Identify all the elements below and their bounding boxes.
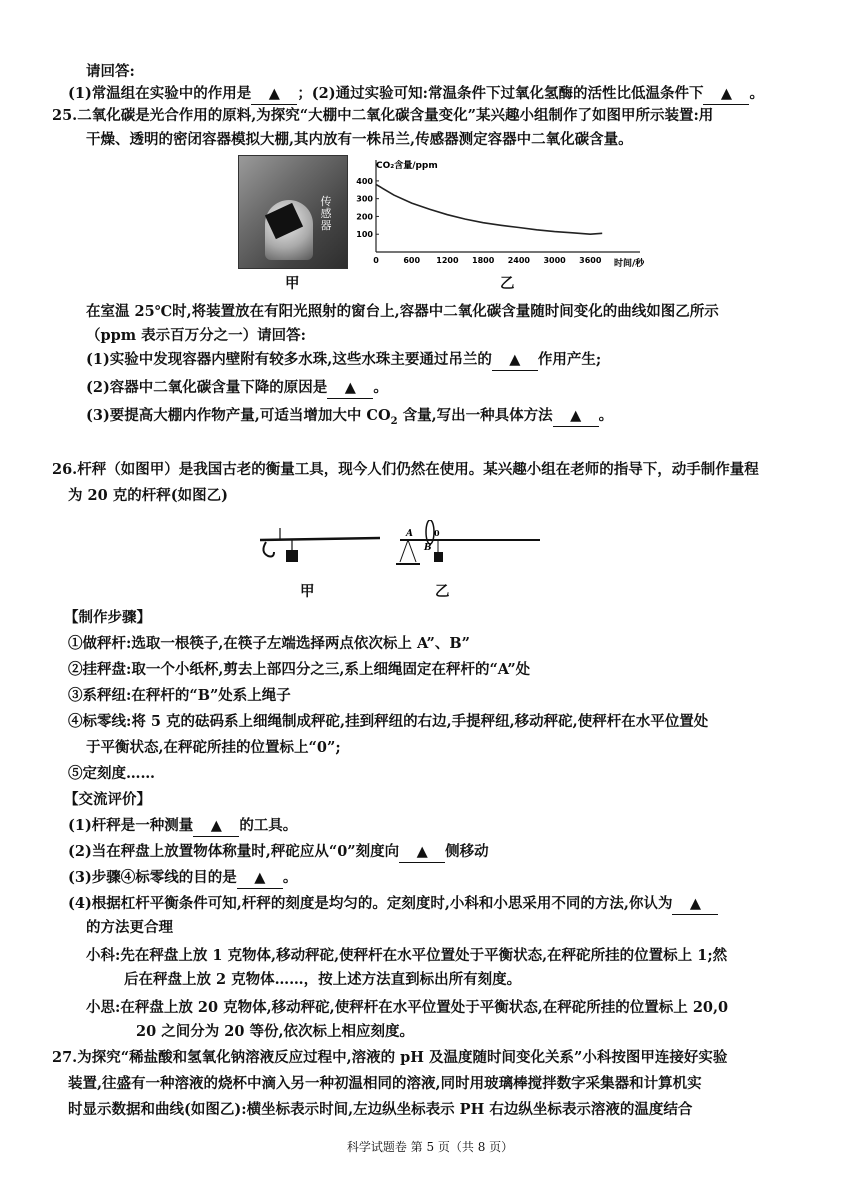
text: (2)当在秤盘上放置物体称量时,秤砣应从“0”刻度向: [68, 843, 400, 860]
figure2-label-jia: 甲: [300, 583, 315, 600]
text: (2)容器中二氧化碳含量下降的原因是: [86, 379, 328, 396]
question-25-context-2: （ppm 表示百万分之一）请回答:: [86, 327, 307, 344]
step-2: ②挂秤盘:取一个小纸杯,剪去上部四分之三,系上细绳固定在秤杆的“A”处: [68, 661, 531, 678]
x-tick-label: 3000: [543, 256, 566, 265]
y-tick-label: 200: [356, 212, 373, 222]
text: 侧移动: [445, 843, 489, 860]
text: (1)常温组在实验中的作用是: [68, 85, 252, 102]
apparatus-photo: [238, 155, 348, 269]
y-tick-label: 300: [356, 194, 373, 204]
answer-blank[interactable]: ▲: [193, 816, 239, 837]
evaluation-2: [68, 842, 489, 863]
answer-blank[interactable]: ▲: [237, 868, 283, 889]
sensor-label: 传感器: [320, 195, 332, 232]
subscript: 2: [390, 415, 398, 427]
x-tick-label: 3600: [579, 256, 602, 265]
question-25-2: [86, 378, 388, 399]
question-25-stem: 25.二氧化碳是光合作用的原料,为探究“大棚中二氧化碳含量变化”某兴趣小组制作了如图甲所示装置:用: [52, 107, 714, 124]
x-tick-label: 0: [373, 256, 379, 265]
text: 作用产生;: [537, 351, 602, 368]
answer-prompt: 请回答:: [86, 63, 135, 80]
xiaosi-method: 小思:在秤盘上放 20 克物体,移动秤砣,使秤杆在水平位置处于平衡状态,在秤砣所挂的位置标上 20,0: [86, 999, 729, 1016]
x-axis-label: 时间/秒: [614, 259, 645, 269]
answer-blank[interactable]: ▲: [703, 84, 749, 105]
answer-blank[interactable]: ▲: [492, 350, 538, 371]
evaluation-4: [68, 894, 718, 915]
text: ；(2)通过实验可知:常温条件下过氧化氢酶的活性比低温条件下: [297, 85, 704, 102]
co2-chart: [352, 158, 652, 270]
evaluation-3: [68, 868, 297, 889]
steelyard-figures: [250, 520, 550, 580]
answer-blank[interactable]: ▲: [672, 894, 718, 915]
question-27-stem-2: 装置,往盛有一种溶液的烧杯中滴入另一种初温相同的溶液,同时用玻璃棒搅拌数字采集器和计算机实: [68, 1075, 702, 1092]
question-25-context: 在室温 25℃时,将装置放在有阳光照射的窗台上,容器中二氧化碳含量随时间变化的曲线如图乙所示: [86, 303, 719, 320]
figure-label-jia: 甲: [285, 275, 300, 292]
page-footer: 科学试题卷 第 5 页（共 8 页）: [346, 1140, 514, 1154]
question-27-stem-3: 时显示数据和曲线(如图乙):横坐标表示时间,左边纵坐标表示 PH 右边纵坐标表示溶液的温度结合: [68, 1101, 693, 1118]
x-tick-label: 2400: [507, 256, 530, 265]
text: 。: [749, 85, 764, 102]
question-24-line: [68, 84, 764, 105]
x-tick-label: 600: [403, 256, 421, 265]
evaluation-heading: 【交流评价】: [64, 791, 151, 808]
xiaoke-method-cont: 后在秤盘上放 2 克物体……，按上述方法直到标出所有刻度。: [124, 971, 522, 988]
question-25-3: [86, 406, 613, 432]
step-3: ③系秤纽:在秤杆的“B”处系上绳子: [68, 687, 291, 704]
answer-blank[interactable]: ▲: [553, 406, 599, 427]
x-tick-label: 1800: [472, 256, 495, 265]
answer-blank[interactable]: ▲: [327, 378, 373, 399]
text: (3)步骤④标零线的目的是: [68, 869, 237, 886]
question-27-stem: 27.为探究“稀盐酸和氢氧化钠溶液反应过程中,溶液的 pH 及温度随时间变化关系”小科按图甲连接好实验: [52, 1049, 728, 1066]
xiaosi-method-cont: 20 之间分为 20 等份,依次标上相应刻度。: [136, 1023, 415, 1040]
y-axis-label: CO₂含量/ppm: [376, 161, 438, 171]
zero-mark-label: 0: [434, 528, 440, 538]
step-1: ①做秤杆:选取一根筷子,在筷子左端选择两点依次标上 A”、B”: [68, 635, 470, 652]
text: (1)实验中发现容器内壁附有较多水珠,这些水珠主要通过吊兰的: [86, 351, 492, 368]
point-b-label: B: [424, 543, 432, 553]
text: 。: [598, 407, 614, 424]
step-4: ④标零线:将 5 克的砝码系上细绳制成秤砣,挂到秤纽的右边,手提秤纽,移动秤砣,使秤杆在水平位置处: [68, 713, 709, 730]
answer-blank[interactable]: ▲: [251, 84, 297, 105]
text: 的工具。: [239, 817, 298, 834]
steps-heading: 【制作步骤】: [64, 609, 151, 626]
x-tick-label: 1200: [436, 256, 459, 265]
text: 含量,写出一种具体方法: [397, 407, 553, 424]
xiaoke-method: 小科:先在秤盘上放 1 克物体,移动秤砣,使秤杆在水平位置处于平衡状态,在秤砣所挂的位置标上 1;然: [86, 947, 728, 964]
text: (4)根据杠杆平衡条件可知,杆秤的刻度是均匀的。定刻度时,小科和小思采用不同的方法,你认为: [68, 895, 673, 912]
question-26-stem: 26.杆秤（如图甲）是我国古老的衡量工具，现今人们仍然在使用。某兴趣小组在老师的指导下，动手制作量程: [52, 461, 759, 478]
figure-label-yi: 乙: [500, 275, 515, 292]
co2-series-line: [376, 184, 602, 234]
text: (1)杆秤是一种测量: [68, 817, 194, 834]
y-tick-label: 100: [356, 230, 373, 240]
figure2-label-yi: 乙: [435, 583, 450, 600]
y-tick-label: 400: [356, 176, 373, 186]
text: (3)要提高大棚内作物产量,可适当增加大中 CO: [86, 407, 391, 424]
step-4-cont: 于平衡状态,在秤砣所挂的位置标上“0”;: [86, 739, 341, 756]
point-a-label: A: [406, 529, 413, 539]
step-5: ⑤定刻度……: [68, 765, 155, 782]
question-26-stem-2: 为 20 克的杆秤(如图乙): [68, 487, 228, 504]
question-25-stem-2: 干燥、透明的密闭容器模拟大棚,其内放有一株吊兰,传感器测定容器中二氧化碳含量。: [86, 131, 633, 148]
question-25-1: [86, 350, 601, 371]
evaluation-4-cont: 的方法更合理: [86, 919, 173, 936]
text: 。: [282, 869, 298, 886]
text: 。: [373, 379, 388, 396]
answer-blank[interactable]: ▲: [399, 842, 445, 863]
evaluation-1: [68, 816, 297, 837]
